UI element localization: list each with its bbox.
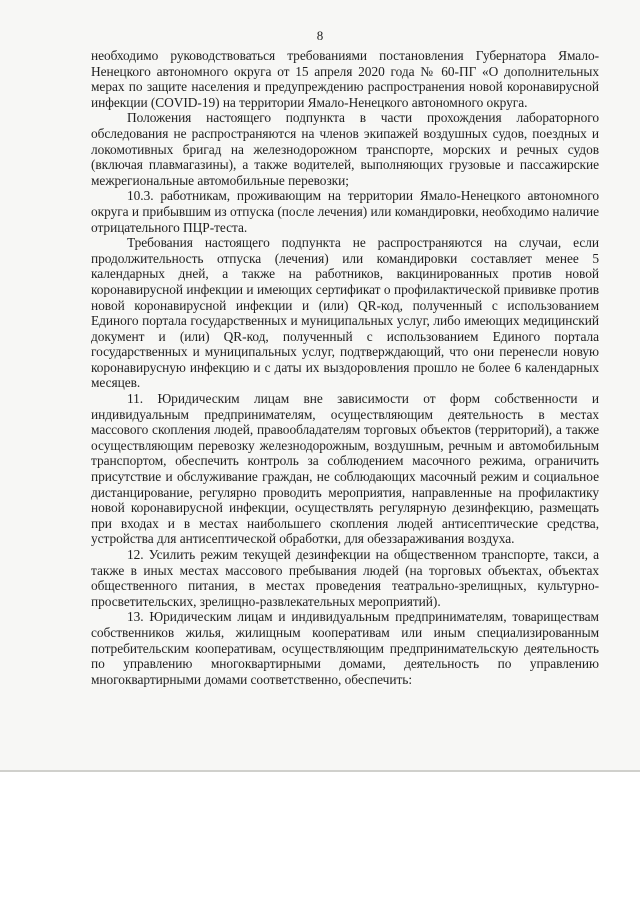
paragraph-10-3-exceptions: Требования настоящего подпункта не распространяются на случаи, если продолжительность отпуска (лечения) или командировки составляет менее 5 календарных дней, а также на работников, вакцинированных против новой коронавирусной инфекции и имеющих сертификат о профилактической прививке против новой коронавирусной инфекции и (или) QR-код, полученный с использованием Единого портала государственных и муниципальных услуг, либо имеющих медицинский документ и (или) QR-код, полученный с использованием Единого портала государственных и муниципальных услуг, подтверждающий, что они перенесли новую коронавирусную инфекцию и с даты их выздоровления прошло не более 6 календарных месяцев. <box>91 235 599 391</box>
document-body <box>91 48 599 687</box>
paragraph-10-3: 10.3. работникам, проживающим на территории Ямало-Ненецкого автономного округа и прибывшим из отпуска (после лечения) или командировки, необходимо наличие отрицательного ПЦР-теста. <box>91 188 599 235</box>
paragraph-13: 13. Юридическим лицам и индивидуальным предпринимателям, товариществам собственников жилья, жилищным кооперативам или иным специализированным потребительским кооперативам, осуществляющим предпринимательскую деятельность по управлению многоквартирными домами, деятельность по управлению многоквартирными домами соответственно, обеспечить: <box>91 609 599 687</box>
paragraph-exemptions: Положения настоящего подпункта в части прохождения лабораторного обследования не распространяются на членов экипажей воздушных судов, поездных и локомотивных бригад на железнодорожном транспорте, морских и речных судов (включая плавмагазины), а также водителей, выполняющих грузовые и пассажирские межрегиональные автомобильные перевозки; <box>91 110 599 188</box>
paragraph-continuation: необходимо руководствоваться требованиями постановления Губернатора Ямало-Ненецкого автономного округа от 15 апреля 2020 года № 60-ПГ «О дополнительных мерах по защите населения и предупреждению распространения новой коронавирусной инфекции (COVID-19) на территории Ямало-Ненецкого автономного округа. <box>91 48 599 110</box>
paragraph-11: 11. Юридическим лицам вне зависимости от форм собственности и индивидуальным предпринимателям, осуществляющим деятельность в местах массового скопления людей, правообладателям торговых объектов (территорий), а также осуществляющим перевозку железнодорожным, воздушным, речным и автомобильным транспортом, обеспечить контроль за соблюдением масочного режима, ограничить присутствие и обслуживание граждан, не соблюдающих масочный режим и социальное дистанцирование, регулярно проводить мероприятия, направленные на профилактику новой коронавирусной инфекции, осуществлять регулярную дезинфекцию, размещать при входах и в местах наибольшего скопления людей антисептические средства, устройства для антисептической обработки, для обеззараживания воздуха. <box>91 391 599 547</box>
paragraph-12: 12. Усилить режим текущей дезинфекции на общественном транспорте, такси, а также в иных местах массового пребывания людей (на торговых объектах, объектах общественного питания, в местах проведения театрально-зрелищных, культурно-просветительских, зрелищно-развлекательных мероприятий). <box>91 547 599 609</box>
page-number: 8 <box>316 28 324 43</box>
